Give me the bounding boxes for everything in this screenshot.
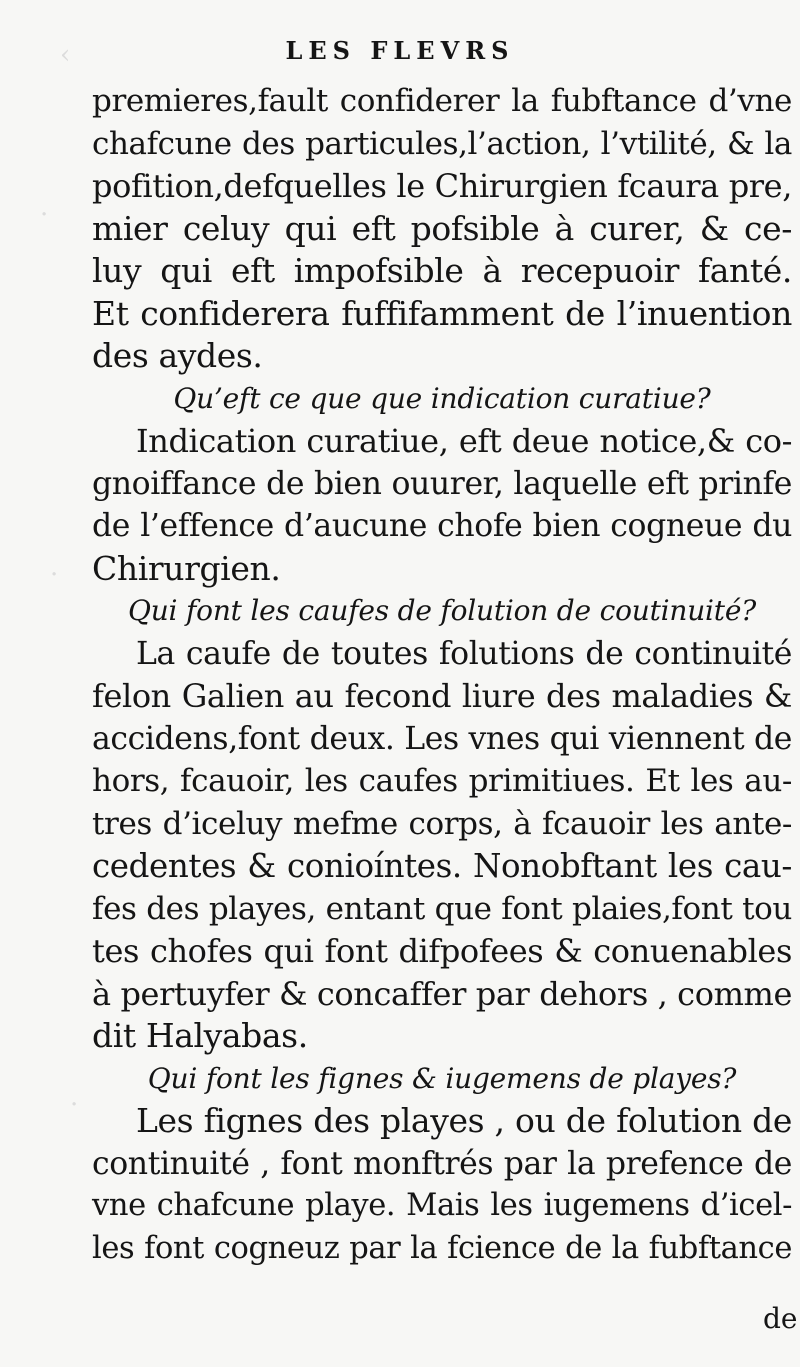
text-line: chafcune des particules,l’action, l’vtilité, & la: [92, 125, 792, 162]
text-line: accidens,font deux. Les vnes qui viennent de: [92, 720, 792, 757]
text-line: Chirurgien.: [92, 548, 281, 588]
text-line: fes des playes, entant que font plaies,font tou: [92, 890, 792, 927]
text-line: vne chafcune playe. Mais les iugemens d’icel-: [92, 1188, 792, 1223]
text-line: des aydes.: [92, 336, 263, 375]
text-block: [92, 80, 792, 1270]
text-line: tres d’iceluy mefme corps, à fcauoir les ante-: [92, 805, 792, 842]
text-line: La caufe de toutes folutions de continuité: [136, 635, 792, 672]
running-head: LES FLEVRS: [285, 36, 515, 65]
bleed-mark: ·: [40, 200, 49, 230]
text-line: Et confiderera fuffifamment de l’inuention: [92, 293, 792, 333]
text-line: mier celuy qui eft pofsible à curer, & ce-: [92, 208, 792, 248]
text-line: premieres,fault confiderer la fubftance d’vne: [92, 83, 792, 119]
text-line: les font cogneuz par la fcience de la fubftance: [92, 1230, 792, 1266]
text-line: dit Halyabas.: [92, 1016, 308, 1055]
bleed-mark: ‹: [60, 40, 71, 70]
text-line: felon Galien au fecond liure des maladies &: [92, 677, 792, 715]
text-line: à pertuyfer & concaffer par dehors , comme: [92, 974, 792, 1013]
text-line: continuité , font monftrés par la prefence de: [92, 1145, 792, 1182]
text-line: luy qui eft impofsible à recepuoir fanté.: [92, 251, 792, 290]
text-line: hors, fcauoir, les caufes primitiues. Et les au-: [92, 763, 792, 799]
text-line: gnoiffance de bien ouurer, laquelle eft prinfe: [92, 465, 792, 502]
text-line: de l’effence d’aucune chofe bien cogneue du: [92, 508, 792, 544]
text-line: pofition,defquelles le Chirurgien fcaura pre,: [92, 167, 792, 205]
section-heading: Qui font les fignes & iugemens de playes?: [147, 1061, 737, 1095]
text-line: Indication curatiue, eft deue notice,& co-: [136, 422, 792, 460]
bleed-mark: ·: [70, 1090, 79, 1120]
section-heading: Qu’eft ce que que indication curatiue?: [173, 381, 711, 415]
bleed-mark: ·: [50, 560, 59, 590]
catchword: de: [763, 1302, 798, 1335]
text-line: cedentes & conioíntes. Nonobftant les cau-: [92, 847, 792, 885]
text-line: Les fignes des playes , ou de folution de: [136, 1101, 792, 1140]
text-line: tes chofes qui font difpofees & conuenables: [92, 932, 792, 970]
section-heading: Qui font les caufes de folution de coutinuité?: [127, 594, 757, 627]
